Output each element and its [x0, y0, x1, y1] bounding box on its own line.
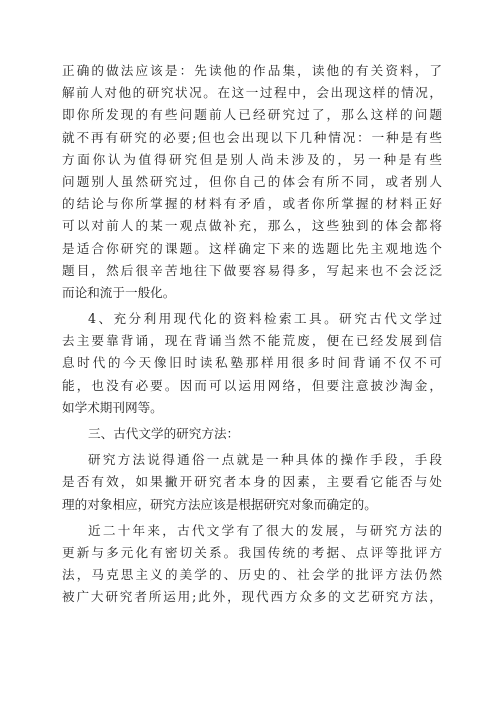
text-line: 问题别人虽然研究过，但你自己的体会有所不同，或者别人 — [62, 173, 442, 189]
text-line: 被广大研究者所运用;此外，现代西方众多的文艺研究方法， — [62, 589, 442, 605]
text-line: 能，也没有必要。因而可以运用网络，但要注意披沙淘金， — [62, 377, 442, 393]
text-line: 法，马克思主义的美学的、历史的、社会学的批评方法仍然 — [62, 567, 442, 583]
paragraph-2 — [62, 308, 442, 419]
text-line: 方面你认为值得研究但是别人尚未涉及的，另一种是有些 — [62, 151, 442, 167]
text-line: 的结论与你所掌握的材料有矛盾，或者你所掌握的材料正好 — [62, 196, 442, 212]
text-line: 正确的做法应该是：先读他的作品集，读他的有关资料，了 — [62, 63, 442, 78]
text-line: 是否有效，如果撇开研究者本身的因素，主要看它能否与处 — [62, 474, 442, 490]
paragraph-1 — [62, 60, 442, 304]
paragraph-3 — [62, 449, 442, 516]
text-line: 去主要靠背诵，现在背诵当然不能荒废，便在已经发展到信 — [62, 333, 442, 349]
document-body — [62, 60, 442, 609]
paragraph-4 — [62, 520, 442, 609]
text-line: 即你所发现的有些问题前人已经研究过了，那么这样的问题 — [62, 107, 442, 123]
text-line: 更新与多元化有密切关系。我国传统的考据、点评等批评方 — [62, 544, 442, 560]
text-line: 而论和流于一般化。 — [62, 284, 176, 300]
text-line: 就不再有研究的必要;但也会出现以下几种情况：一种是有些 — [62, 129, 442, 145]
text-line: 解前人对他的研究状况。在这一过程中，会出现这样的情况， — [62, 85, 442, 101]
text-line: 近二十年来，古代文学有了很大的发展，与研究方法的 — [88, 522, 442, 538]
text-line: 题目，然后很辛苦地往下做要容易得多，写起来也不会泛泛 — [62, 262, 442, 278]
heading-line: 三、古代文学的研究方法： — [88, 426, 240, 441]
text-line: 如学术期刊网等。 — [62, 399, 163, 415]
text-line: 4、充分利用现代化的资料检索工具。研究古代文学过 — [88, 311, 442, 327]
text-line: 理的对象相应，研究方法应该是根据研究对象而确定的。 — [62, 496, 377, 512]
section-heading — [62, 423, 442, 445]
text-line: 是适合你研究的课题。这样确定下来的选题比先主观地选个 — [62, 240, 442, 256]
text-line: 研究方法说得通俗一点就是一种具体的操作手段，手段 — [88, 452, 442, 468]
text-line: 息时代的今天像旧时读私塾那样用很多时间背诵不仅不可 — [62, 355, 442, 371]
text-line: 可以对前人的某一观点做补充，那么，这些独到的体会都将 — [62, 218, 442, 234]
